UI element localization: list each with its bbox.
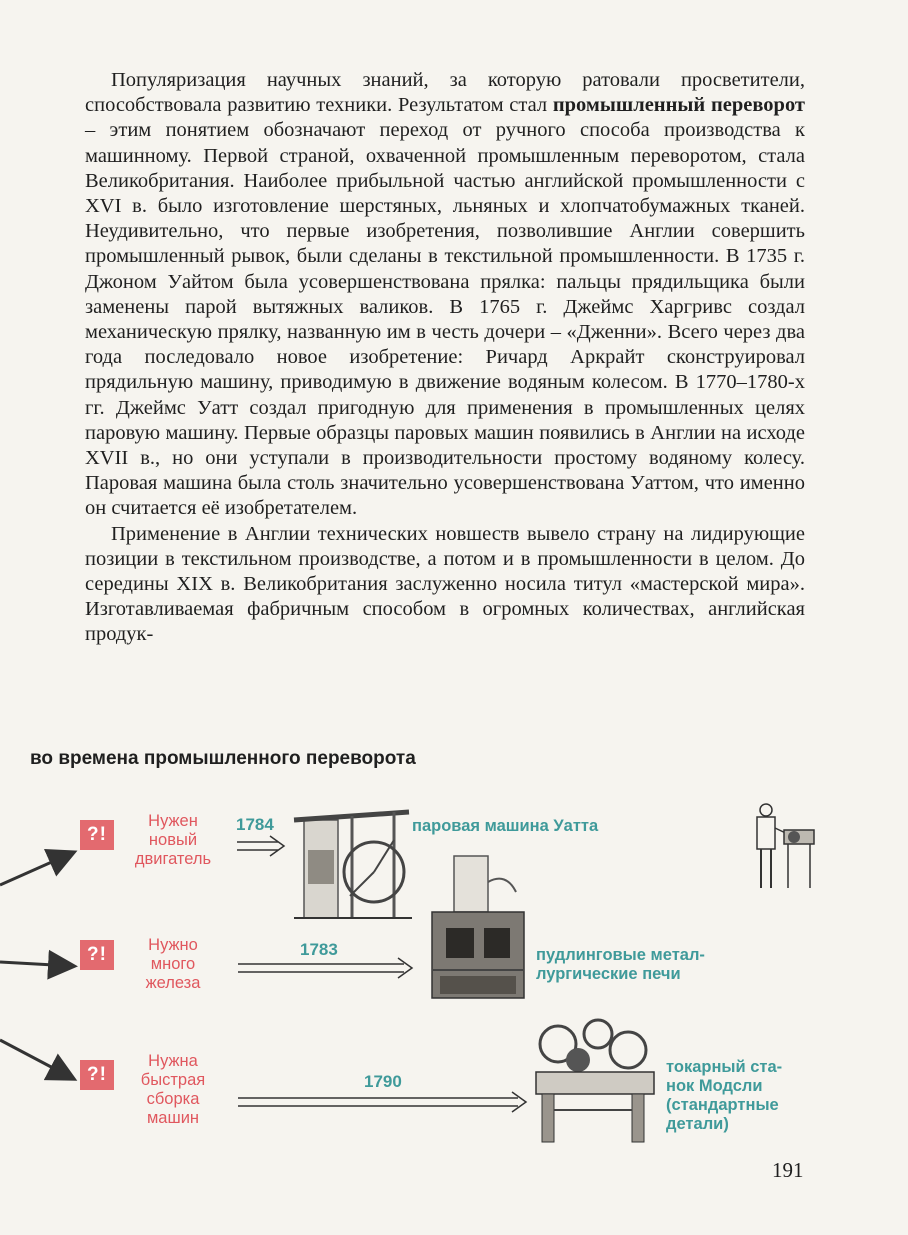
worker-at-lathe-illustration [750,800,820,895]
page-number: 191 [772,1158,804,1182]
question-badge-2: ?! [80,940,114,970]
main-text [85,68,805,648]
result-steam-engine: паровая машина Уатта [412,817,599,835]
double-arrow-1783 [238,958,412,978]
result-maudslay-lathe: токарный ста- нок Модсли (стандартные детали) [666,1058,783,1133]
year-1790: 1790 [364,1072,402,1091]
steam-engine-illustration [294,800,414,920]
question-badge-3: ?! [80,1060,114,1090]
maudslay-lathe-illustration [528,1010,658,1145]
result-puddling-furnaces: пудлинговые метал- лургические печи [536,946,705,983]
need-machine-assembly: Нужна быстрая сборка машин [140,1052,206,1127]
double-arrow-1790 [238,1092,526,1112]
key-term: промышленный переворот [552,94,805,117]
need-iron: Нужно много железа [145,936,201,992]
paragraph-1: Популяризация научных знаний, за которую ратовали просветители, способствовала развитию техники. Результатом стал промышленный переворот – этим понятием обозначают переход от ручного способа производства к машинному. Первой страной, охваченной промышленным переворотом, стала Великобритания. Наиболее прибыльной частью английской промышленности с XVI в. было изготовление шерстяных, льняных и хлопчатобумажных тканей. Неудивительно, что первые изобретения, позволившие Англии совершить промышленный рывок, были сделаны в текстильной промышленности. В 1735 г. Джоном Уайтом была усовершенствована прялка: пальцы прядильщика были заменены парой вытяжных валиков. В 1765 г. Джеймс Харгривс создал механическую прялку, названную им в честь дочери – «Дженни». Всего через два года последовало новое изобретение: Ричард Аркрайт сконструировал прядильную машину, приводимую в движение водяным колесом. В 1770–1780-х гг. Джеймс Уатт создал пригодную для применения в промышленных целях паровую машину. Первые образцы паровых машин появились в Англии на исходе XVII в., но они уступали в производительности простому водяному колесу. Паровая машина была столь значительно усовершенствована Уаттом, что именно он считается её изобретателем. [85,69,805,520]
double-arrow-1784 [237,836,284,856]
need-engine: Нужен новый двигатель [134,812,212,868]
question-badge-1: ?! [80,820,114,850]
year-1783: 1783 [300,940,338,959]
diagram-title: во времена промышленного переворота [30,748,416,769]
puddling-furnace-illustration [424,852,534,1002]
year-1784: 1784 [236,815,274,834]
paragraph-2: Применение в Англии технических новшеств вывело страну на лидирующие позиции в текстильном производстве, а потом и в промышленности в целом. До середины XIX в. Великобритания заслуженно носила титул «мастерской мира». Изготавливаемая фабричным способом в огромных количествах, английская продук- [85,522,805,646]
